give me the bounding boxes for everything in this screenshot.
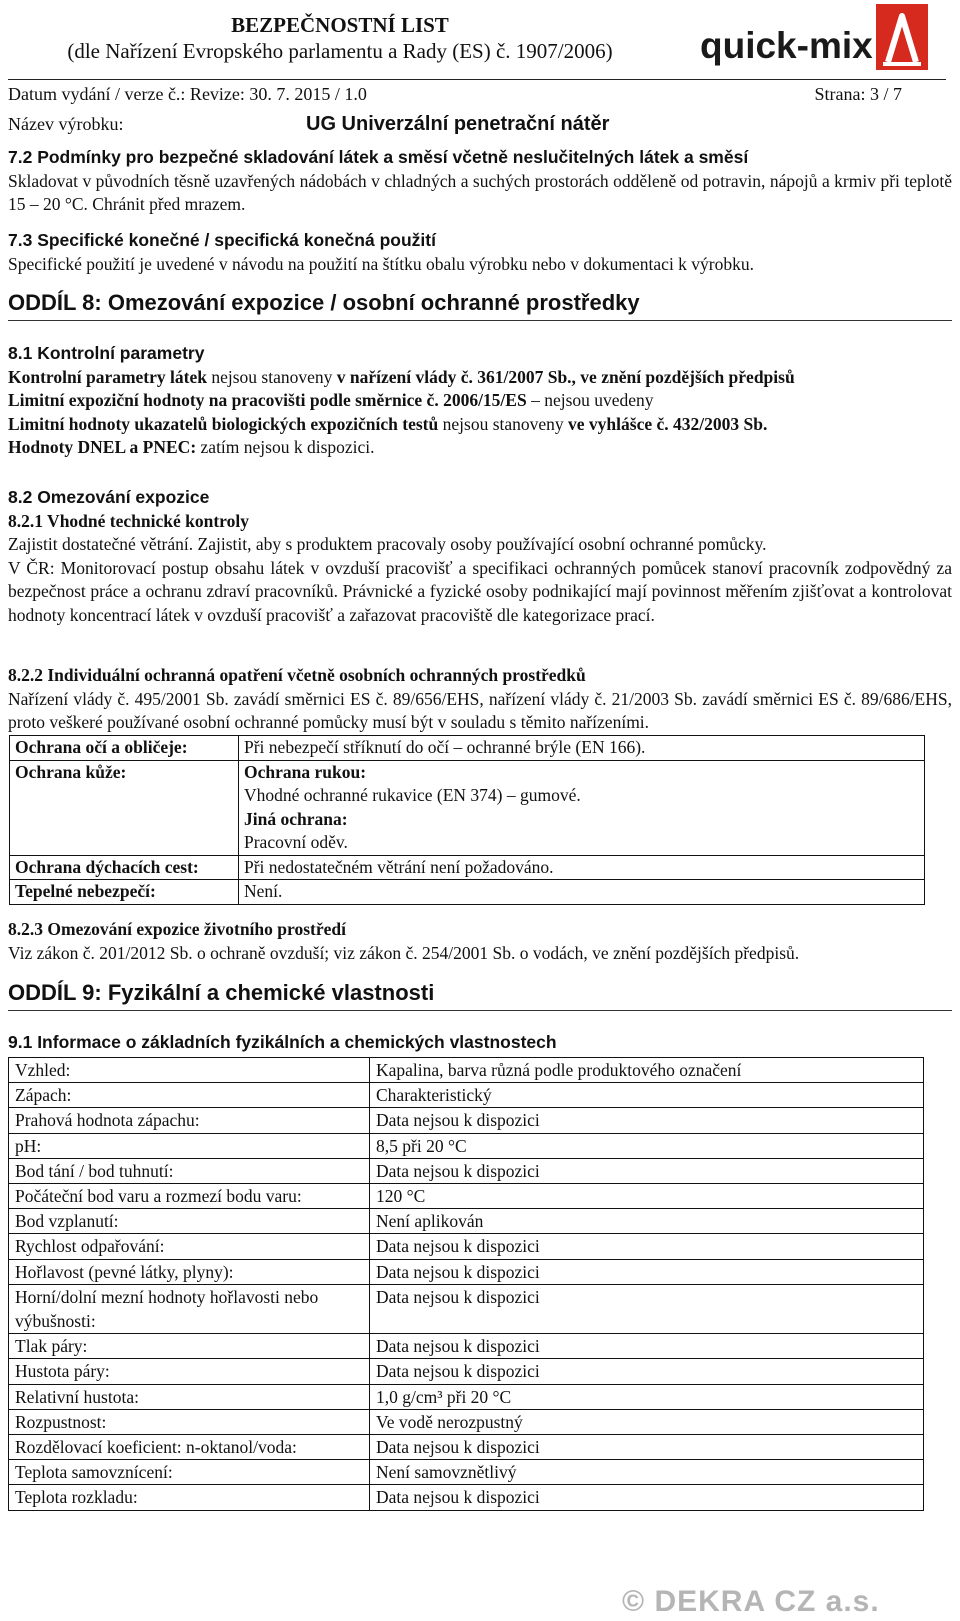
section-8-2-2 xyxy=(8,664,952,735)
footer-copyright: © DEKRA CZ a.s. xyxy=(622,1585,880,1618)
skin-label: Ochrana kůže: xyxy=(10,760,239,855)
property-value: Data nejsou k dispozici xyxy=(370,1158,924,1183)
property-name: Tlak páry: xyxy=(9,1334,370,1359)
respiratory-label: Ochrana dýchacích cest: xyxy=(10,855,239,880)
page-number: Strana: 3 / 7 xyxy=(814,84,902,104)
other-label: Jiná ochrana: xyxy=(244,808,348,829)
property-value: Data nejsou k dispozici xyxy=(370,1485,924,1510)
protection-table xyxy=(9,735,925,905)
header-meta-row xyxy=(8,84,942,105)
property-row xyxy=(9,1234,924,1259)
product-row xyxy=(8,114,942,135)
property-row xyxy=(9,1133,924,1158)
property-name: Hořlavost (pevné látky, plyny): xyxy=(9,1259,370,1284)
property-value: 8,5 při 20 °C xyxy=(370,1133,924,1158)
eyes-value: Při nebezpečí stříknutí do očí – ochranné brýle (EN 166). xyxy=(239,736,925,761)
property-name: Bod tání / bod tuhnutí: xyxy=(9,1158,370,1183)
property-value: Není samovznětlivý xyxy=(370,1460,924,1485)
document-header xyxy=(0,12,680,64)
property-value: Charakteristický xyxy=(370,1083,924,1108)
property-value: Kapalina, barva různá podle produktového označení xyxy=(370,1058,924,1083)
product-label: Název výrobku: xyxy=(8,114,124,134)
skin-value xyxy=(239,760,925,855)
property-value: Data nejsou k dispozici xyxy=(370,1108,924,1133)
section-7-3-text: Specifické použití je uvedené v návodu na použití na štítku obalu výrobku nebo v dokumentaci k výrobku. xyxy=(8,253,755,274)
property-value: 120 °C xyxy=(370,1184,924,1209)
property-row xyxy=(9,1485,924,1510)
hands-label: Ochrana rukou: xyxy=(244,761,367,782)
section-8-1-heading: 8.1 Kontrolní parametry xyxy=(8,343,205,363)
property-name: Teplota rozkladu: xyxy=(9,1485,370,1510)
section-8-heading: ODDÍL 8: Omezování expozice / osobní ochranné prostředky xyxy=(8,290,952,321)
section-8-2-3 xyxy=(8,918,952,965)
respiratory-value: Při nedostatečném větrání není požadováno. xyxy=(239,855,925,880)
section-7-2 xyxy=(8,146,952,217)
property-value: Data nejsou k dispozici xyxy=(370,1284,924,1333)
property-row xyxy=(9,1284,924,1333)
protection-row-respiratory xyxy=(10,855,925,880)
section-9-heading: ODDÍL 9: Fyzikální a chemické vlastnosti xyxy=(8,980,952,1011)
property-row xyxy=(9,1384,924,1409)
property-name: Hustota páry: xyxy=(9,1359,370,1384)
property-value: Data nejsou k dispozici xyxy=(370,1259,924,1284)
quick-mix-logo-icon xyxy=(700,2,930,78)
property-row xyxy=(9,1435,924,1460)
property-value: Data nejsou k dispozici xyxy=(370,1234,924,1259)
property-name: Teplota samovznícení: xyxy=(9,1460,370,1485)
control-params-line-4: Hodnoty DNEL a PNEC: zatím nejsou k dispozici. xyxy=(8,437,375,457)
quick-mix-logo xyxy=(700,2,930,78)
protection-row-skin xyxy=(10,760,925,855)
header-divider-top xyxy=(8,79,946,80)
section-8-2 xyxy=(8,486,952,627)
section-7-3-heading: 7.3 Specifické konečné / specifická konečná použití xyxy=(8,230,436,250)
property-name: Rozdělovací koeficient: n-oktanol/voda: xyxy=(9,1435,370,1460)
control-params-line-1: Kontrolní parametry látek nejsou stanoveny v nařízení vlády č. 361/2007 Sb., ve znění pozdějších předpisů xyxy=(8,366,795,387)
section-9-1 xyxy=(8,1031,952,1055)
eyes-label: Ochrana očí a obličeje: xyxy=(10,736,239,761)
section-8-2-3-text: Viz zákon č. 201/2012 Sb. o ochraně ovzduší; viz zákon č. 254/2001 Sb. o vodách, ve znění pozdějších předpisů. xyxy=(8,942,800,963)
property-name: Horní/dolní mezní hodnoty hořlavosti nebo výbušnosti: xyxy=(9,1284,370,1333)
property-row xyxy=(9,1334,924,1359)
section-7-2-text: Skladovat v původních těsně uzavřených nádobách v chladných a suchých prostorách odděleně od potravin, nápojů a krmiv při teplotě 15 – 20 °C. Chránit před mrazem. xyxy=(8,170,952,214)
property-name: Relativní hustota: xyxy=(9,1384,370,1409)
property-name: pH: xyxy=(9,1133,370,1158)
logo-wordmark: quick-mix xyxy=(700,25,873,66)
property-name: Bod vzplanutí: xyxy=(9,1209,370,1234)
property-value: Data nejsou k dispozici xyxy=(370,1435,924,1460)
hands-value: Vhodné ochranné rukavice (EN 374) – gumové. xyxy=(244,785,581,805)
property-row xyxy=(9,1359,924,1384)
property-value: Ve vodě nerozpustný xyxy=(370,1409,924,1434)
section-8-2-2-heading: 8.2.2 Individuální ochranná opatření včetně osobních ochranných prostředků xyxy=(8,665,586,685)
date-version: Datum vydání / verze č.: Revize: 30. 7. 2015 / 1.0 xyxy=(8,84,367,104)
properties-table-body xyxy=(9,1058,924,1511)
property-value: 1,0 g/cm³ při 20 °C xyxy=(370,1384,924,1409)
control-params-line-3: Limitní hodnoty ukazatelů biologických expozičních testů nejsou stanoveny ve vyhlášce č. 432/2003 Sb. xyxy=(8,413,768,434)
property-value: Není aplikován xyxy=(370,1209,924,1234)
section-8-2-1-text-2: V ČR: Monitorovací postup obsahu látek v ovzduší pracovišť a specifikaci ochranných pomůcek stanoví pracovník zodpovědný za bezpečnost práce a ochranu zdraví pracovníků. Právnické a fyzické osoby podnikající mají povinnost měřením zjišťovat a kontrolovat hodnoty koncentrací látek v ovzduší pracovišť a zařazovat pracoviště dle kategorizace prací. xyxy=(8,557,952,625)
section-8-2-1-heading: 8.2.1 Vhodné technické kontroly xyxy=(8,510,249,531)
section-8-2-1-text-1: Zajistit dostatečné větrání. Zajistit, aby s produktem pracovaly osoby používající osobní ochranné pomůcky. xyxy=(8,534,767,554)
property-row xyxy=(9,1108,924,1133)
property-row xyxy=(9,1184,924,1209)
section-8-2-heading: 8.2 Omezování expozice xyxy=(8,487,210,507)
property-row xyxy=(9,1058,924,1083)
property-value: Data nejsou k dispozici xyxy=(370,1359,924,1384)
section-7-2-heading: 7.2 Podmínky pro bezpečné skladování látek a směsí včetně neslučitelných látek a směsí xyxy=(8,147,749,167)
section-8-2-2-text: Nařízení vlády č. 495/2001 Sb. zavádí směrnici ES č. 89/656/EHS, nařízení vlády č. 21/2003 Sb. zavádí směrnici ES č. 89/686/EHS, proto veškeré používané osobní ochranné pomůcky musí být v souladu s těmito nařízeními. xyxy=(8,688,952,732)
protection-row-thermal xyxy=(10,880,925,905)
property-row xyxy=(9,1460,924,1485)
other-value: Pracovní oděv. xyxy=(244,832,348,852)
property-row xyxy=(9,1209,924,1234)
properties-table xyxy=(8,1057,924,1511)
property-row xyxy=(9,1259,924,1284)
property-row xyxy=(9,1158,924,1183)
document-subtitle: (dle Nařízení Evropského parlamentu a Rady (ES) č. 1907/2006) xyxy=(67,39,613,63)
property-row xyxy=(9,1083,924,1108)
product-name: UG Univerzální penetrační nátěr xyxy=(306,113,610,135)
property-name: Zápach: xyxy=(9,1083,370,1108)
property-row xyxy=(9,1409,924,1434)
document-title: BEZPEČNOSTNÍ LIST xyxy=(231,13,449,37)
property-name: Počáteční bod varu a rozmezí bodu varu: xyxy=(9,1184,370,1209)
property-name: Rychlost odpařování: xyxy=(9,1234,370,1259)
section-8-2-3-heading: 8.2.3 Omezování expozice životního prostředí xyxy=(8,919,346,939)
section-9-1-heading: 9.1 Informace o základních fyzikálních a chemických vlastnostech xyxy=(8,1032,557,1052)
thermal-label: Tepelné nebezpečí: xyxy=(10,880,239,905)
control-params-line-2: Limitní expoziční hodnoty na pracovišti podle směrnice č. 2006/15/ES – nejsou uvedeny xyxy=(8,390,654,410)
thermal-value: Není. xyxy=(239,880,925,905)
property-name: Prahová hodnota zápachu: xyxy=(9,1108,370,1133)
section-8-1 xyxy=(8,342,952,460)
section-7-3 xyxy=(8,229,952,276)
protection-row-eyes xyxy=(10,736,925,761)
property-value: Data nejsou k dispozici xyxy=(370,1334,924,1359)
property-name: Vzhled: xyxy=(9,1058,370,1083)
property-name: Rozpustnost: xyxy=(9,1409,370,1434)
